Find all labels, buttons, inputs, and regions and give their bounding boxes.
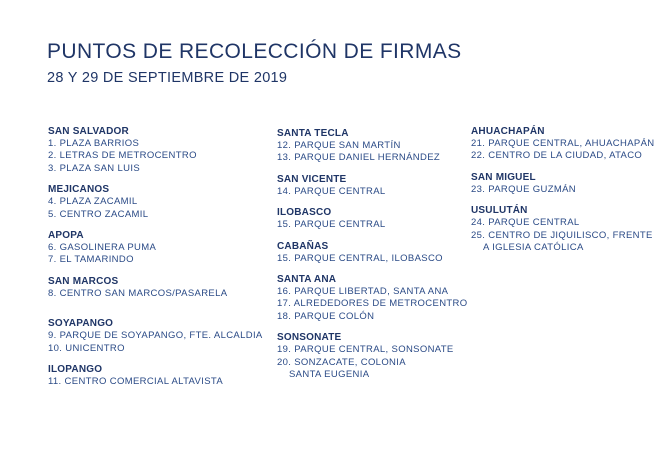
location-item: 7. EL TAMARINDO [48,254,134,266]
column-2 [277,128,477,390]
location-item: 12. PARQUE SAN MARTÍN [277,140,401,151]
location-item: 19. PARQUE CENTRAL, SONSONATE [277,344,454,356]
location-item-continued [471,242,666,254]
location-item: 18. PARQUE COLÓN [277,310,375,322]
location-item: 4. PLAZA ZACAMIL [48,196,138,208]
location-group [48,364,248,388]
location-group [48,276,248,300]
location-item: 15. PARQUE CENTRAL, ILOBASCO [277,252,443,264]
location-group [48,318,263,355]
location-item: 23. PARQUE GUZMÁN [471,183,577,195]
location-item: 25. CENTRO DE JIQUILISCO, FRENTE [471,229,653,241]
location-item: 16. PARQUE LIBERTAD, SANTA ANA [277,286,449,298]
location-group [471,205,666,254]
location-item: 5. CENTRO ZACAMIL [48,208,149,220]
location-group [277,241,477,265]
location-item: 21. PARQUE CENTRAL, AHUACHAPÁN [471,138,655,149]
location-item: 6. GASOLINERA PUMA [48,242,157,254]
column-1 [48,126,263,397]
location-group [48,230,248,267]
location-title: SANTA TECLA [277,128,349,139]
location-item: 11. CENTRO COMERCIAL ALTAVISTA [48,376,224,388]
location-item: 17. ALREDEDORES DE METROCENTRO [277,298,468,310]
location-item: 8. CENTRO SAN MARCOS/PASARELA [48,287,228,299]
location-item: 20. SONZACATE, COLONIA [277,356,406,368]
location-title: SONSONATE [277,332,342,344]
location-title: SANTA ANA [277,274,337,286]
location-group [48,126,248,175]
location-item: 9. PARQUE DE SOYAPANGO, FTE. ALCALDIA [48,330,263,342]
location-title: USULUTÁN [471,205,528,217]
location-item: 14. PARQUE CENTRAL [277,185,386,197]
location-item: 1. PLAZA BARRIOS [48,138,140,149]
location-item: 22. CENTRO DE LA CIUDAD, ATACO [471,150,643,162]
page-title: PUNTOS DE RECOLECCIÓN DE FIRMAS [47,40,462,63]
location-title: CABAÑAS [277,240,329,252]
location-item-continued [277,369,477,381]
location-group [277,274,477,323]
location-item-continued-text: A IGLESIA CATÓLICA [483,242,584,254]
column-3 [471,126,666,263]
page-subtitle: 28 Y 29 DE SEPTIEMBRE DE 2019 [47,70,288,86]
location-title: SAN SALVADOR [48,126,129,137]
location-group [48,184,248,221]
location-group [277,174,477,198]
location-title: SAN MARCOS [48,275,119,287]
location-title: ILOBASCO [277,207,332,219]
location-group [277,128,477,165]
location-item: 10. UNICENTRO [48,342,125,354]
location-item: 15. PARQUE CENTRAL [277,219,386,231]
location-title: MEJICANOS [48,184,110,196]
location-item: 2. LETRAS DE METROCENTRO [48,150,197,162]
location-group [277,332,477,381]
location-item: 13. PARQUE DANIEL HERNÁNDEZ [277,152,441,164]
location-group [471,172,666,196]
location-title: ILOPANGO [48,364,103,376]
location-item: 24. PARQUE CENTRAL [471,217,580,229]
location-title: APOPA [48,230,84,242]
location-title: SAN VICENTE [277,173,347,185]
location-title: SOYAPANGO [48,318,114,330]
location-group [471,126,666,163]
location-item: 3. PLAZA SAN LUIS [48,162,141,174]
location-title: SAN MIGUEL [471,171,536,183]
location-group [277,207,477,231]
location-title: AHUACHAPÁN [471,126,545,137]
location-item-continued-text: SANTA EUGENIA [289,369,370,381]
